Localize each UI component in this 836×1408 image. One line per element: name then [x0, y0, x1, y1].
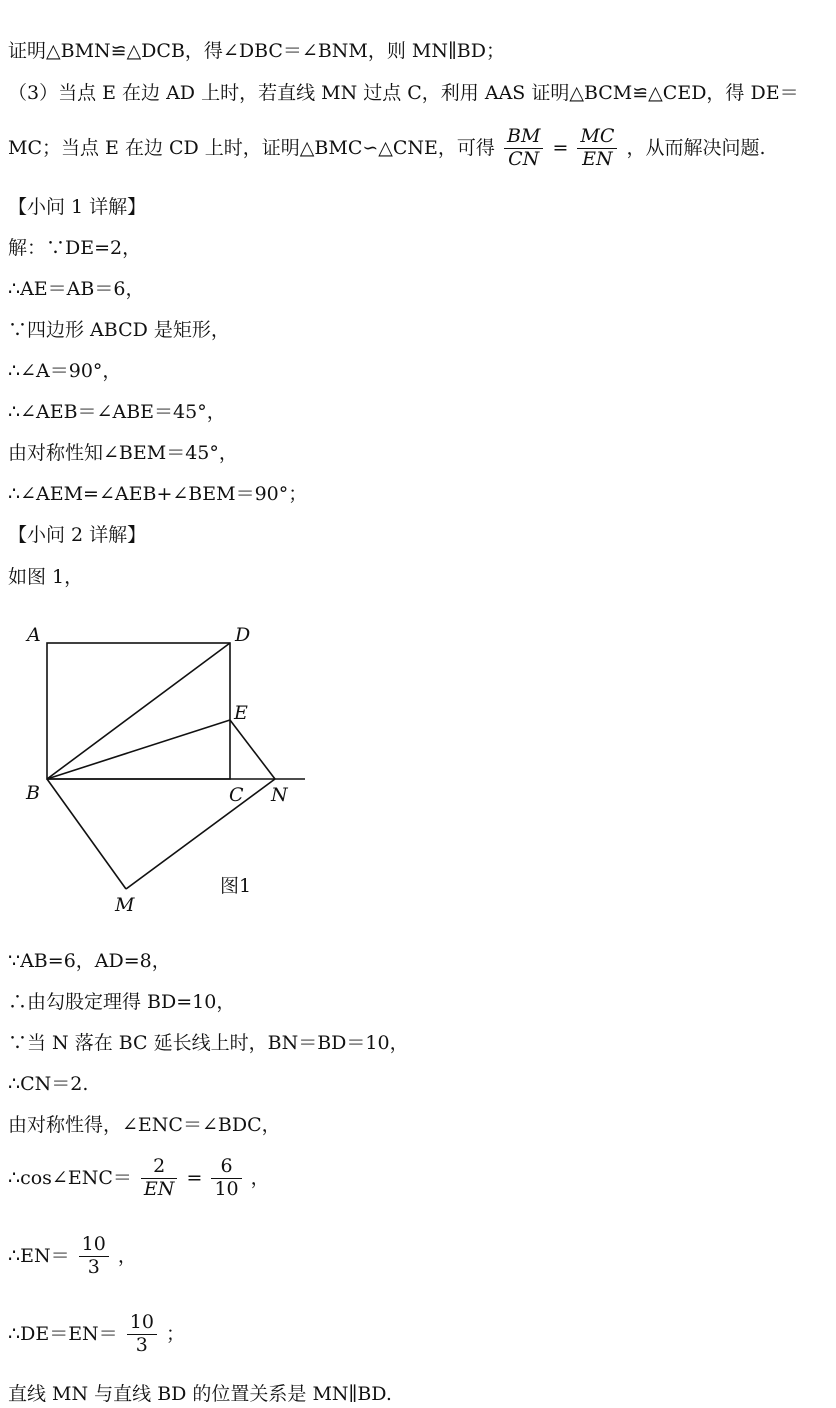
fraction-denominator: CN	[508, 147, 540, 170]
point-label-e: E	[234, 702, 248, 724]
segment-en	[230, 720, 275, 779]
fraction-numerator: 6	[211, 1156, 241, 1179]
section-heading-1: 【小问 1 详解】	[8, 196, 147, 218]
point-label-d: D	[235, 624, 251, 646]
text-line-9: ∴∠AEB＝∠ABE＝45°，	[8, 401, 226, 423]
fraction-10-3	[127, 1312, 157, 1357]
text-line-20-post: ，	[117, 1245, 137, 1268]
text-line-19-pre: ∴cos∠ENC＝	[8, 1167, 132, 1190]
text-line-10: 由对称性知∠BEM＝45°，	[8, 442, 238, 464]
text-line-19-post: ，	[250, 1167, 270, 1190]
segment-be	[47, 720, 230, 779]
text-line-18: 由对称性得，∠ENC＝∠BDC，	[8, 1114, 281, 1136]
fraction-6-10	[211, 1156, 241, 1201]
text-line-21-pre: ∴DE＝EN＝	[8, 1323, 118, 1346]
figure-caption: 图1	[220, 875, 252, 897]
point-label-n: N	[271, 784, 288, 806]
text-line-14: ∵AB=6，AD=8，	[8, 950, 171, 972]
fraction-denominator: 10	[214, 1177, 239, 1200]
text-line-17: ∴CN＝2.	[8, 1073, 89, 1095]
fraction-2-en	[141, 1156, 178, 1201]
fraction-denominator: EN	[582, 147, 613, 170]
text-line-20	[8, 1234, 137, 1279]
point-label-c: C	[229, 784, 244, 806]
fraction-denominator: EN	[143, 1177, 175, 1200]
fraction-bm-cn	[504, 126, 543, 171]
text-line-21-post: ；	[165, 1323, 185, 1346]
text-line-3-post: ，从而解决问题.	[626, 137, 766, 160]
text-line-16: ∵当 N 落在 BC 延长线上时，BN＝BD＝10，	[8, 1032, 409, 1054]
point-label-a: A	[27, 624, 41, 646]
text-line-20-pre: ∴EN＝	[8, 1245, 70, 1268]
fraction-numerator: 2	[141, 1156, 178, 1179]
fraction-denominator: 3	[135, 1333, 148, 1356]
text-line-3-pre: MC；当点 E 在边 CD 上时，证明△BMC∽△CNE，可得	[8, 137, 495, 160]
text-line-15: ∴由勾股定理得 BD=10，	[8, 991, 236, 1013]
equals-sign: =	[552, 137, 569, 160]
segment-bd	[47, 643, 230, 779]
fraction-10-3	[79, 1234, 109, 1279]
text-line-13: 如图 1，	[8, 566, 84, 588]
text-line-2: （3）当点 E 在边 AD 上时，若直线 MN 过点 C，利用 AAS 证明△BCM≌△CED，得 DE＝	[8, 82, 799, 104]
text-line-3	[8, 126, 766, 171]
text-line-22: 直线 MN 与直线 BD 的位置关系是 MN∥BD.	[8, 1383, 392, 1405]
text-line-11: ∴∠AEM=∠AEB+∠BEM＝90°；	[8, 483, 308, 505]
point-label-m: M	[115, 894, 135, 916]
point-label-b: B	[26, 782, 40, 804]
geometry-figure-1	[0, 600, 340, 920]
fraction-numerator: BM	[504, 126, 543, 149]
section-heading-2: 【小问 2 详解】	[8, 524, 147, 546]
fraction-numerator: 10	[127, 1312, 157, 1335]
text-line-6: ∴AE＝AB＝6，	[8, 278, 145, 300]
text-line-5: 解：∵DE=2，	[8, 237, 142, 259]
fraction-numerator: MC	[577, 126, 617, 149]
text-line-1: 证明△BMN≌△DCB，得∠DBC＝∠BNM，则 MN∥BD；	[8, 40, 505, 62]
text-line-21	[8, 1312, 185, 1357]
fraction-denominator: 3	[87, 1255, 100, 1278]
text-line-7: ∵四边形 ABCD 是矩形，	[8, 319, 230, 341]
fraction-numerator: 10	[79, 1234, 109, 1257]
segment-mn	[126, 779, 275, 889]
equals-sign: =	[186, 1167, 203, 1190]
text-line-8: ∴∠A＝90°，	[8, 360, 122, 382]
text-line-19	[8, 1156, 270, 1201]
fraction-mc-en	[577, 126, 617, 171]
segment-bm	[47, 779, 126, 889]
